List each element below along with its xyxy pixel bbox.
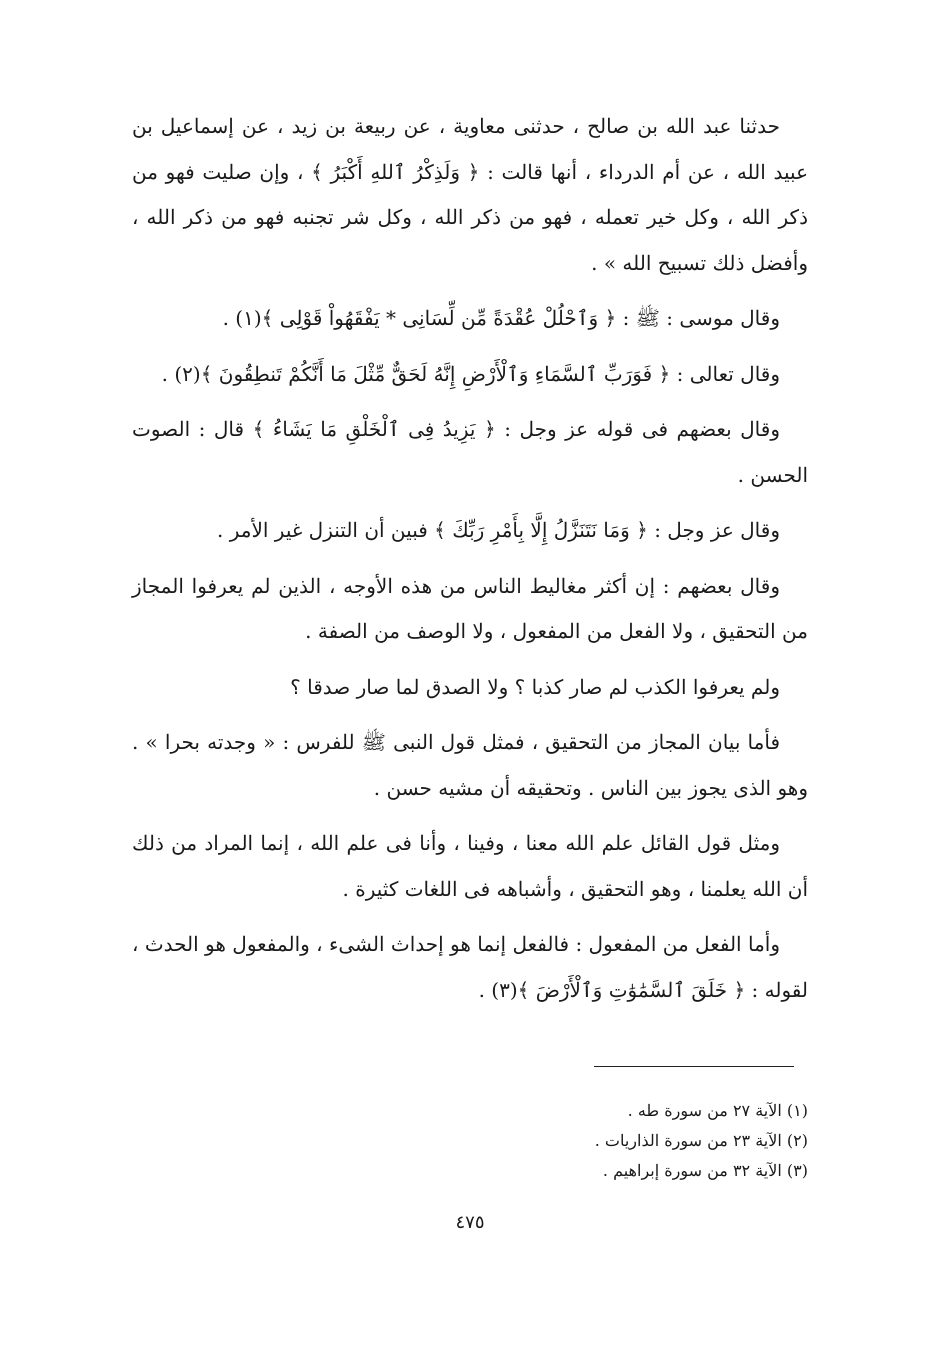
paragraph: وقال موسى : ﷺ : ﴿ وَٱحْلُلْ عُقْدَةً مِّن لِّسَانِى * يَفْقَهُواْ قَوْلِى ﴾(١) . <box>222 306 780 330</box>
paragraph: وقال بعضهم : إن أكثر مغاليط الناس من هذه الأوجه ، الذين لم يعرفوا المجاز من التحقيق ، ولا الفعل من المفعول ، ولا الوصف من الصفة . <box>132 573 808 643</box>
paragraph: وأما الفعل من المفعول : فالفعل إنما هو إحداث الشىء ، والمفعول هو الحدث ، لقوله : ﴿ خَلَقَ ٱلسَّمَٰوَٰتِ وَٱلْأَرْضَ ﴾(٣) . <box>132 932 808 1002</box>
paragraph: فأما بيان المجاز من التحقيق ، فمثل قول النبى ﷺ للفرس : « وجدته بحرا » . وهو الذى يجوز بين الناس . وتحقيقه أن مشيه حسن . <box>132 730 808 800</box>
paragraph: ومثل قول القائل علم الله معنا ، وفينا ، وأنا فى علم الله ، إنما المراد من ذلك أن الله يعلمنا ، وهو التحقيق ، وأشباهه فى اللغات كثيرة . <box>132 831 808 901</box>
page-number: ٤٧٥ <box>455 1212 485 1233</box>
footnote-item: (٢) الآية ٢٣ من سورة الذاريات . <box>594 1131 808 1150</box>
paragraph: وقال تعالى : ﴿ فَوَرَبِّ ٱلسَّمَاءِ وَٱلْأَرْضِ إِنَّهُ لَحَقٌّ مِّثْلَ مَا أَنَّكُمْ تَنطِقُونَ ﴾(٢) . <box>161 361 780 386</box>
paragraph: حدثنا عبد الله بن صالح ، حدثنى معاوية ، عن ربيعة بن زيد ، عن إسماعيل بن عبيد الله ، عن أم الدرداء ، أنها قالت : ﴿ وَلَذِكْرُ ٱللهِ أَكْبَرُ ﴾ ، وإن صليت فهو من ذكر الله ، وكل خير تعمله ، فهو من ذكر الله ، وكل شر تجنبه فهو من ذكر الله ، وأفضل ذلك تسبيح الله » . <box>132 114 808 275</box>
footnote-divider <box>594 1066 794 1067</box>
main-text <box>132 104 808 1023</box>
paragraph: وقال بعضهم فى قوله عز وجل : ﴿ يَزِيدُ فِى ٱلْخَلْقِ مَا يَشَاءُ ﴾ قال : الصوت الحسن . <box>132 417 808 487</box>
footnote-item: (٣) الآية ٣٢ من سورة إبراهيم . <box>602 1161 808 1180</box>
footnote-item: (١) الآية ٢٧ من سورة طه . <box>627 1101 808 1120</box>
paragraph: وقال عز وجل : ﴿ وَمَا نَتَنَزَّلُ إِلَّا بِأَمْرِ رَبِّكَ ﴾ فبين أن التنزل غير الأمر . <box>217 518 780 542</box>
footnotes <box>400 1096 808 1186</box>
paragraph: ولم يعرفوا الكذب لم صار كذبا ؟ ولا الصدق لما صار صدقا ؟ <box>290 674 780 699</box>
